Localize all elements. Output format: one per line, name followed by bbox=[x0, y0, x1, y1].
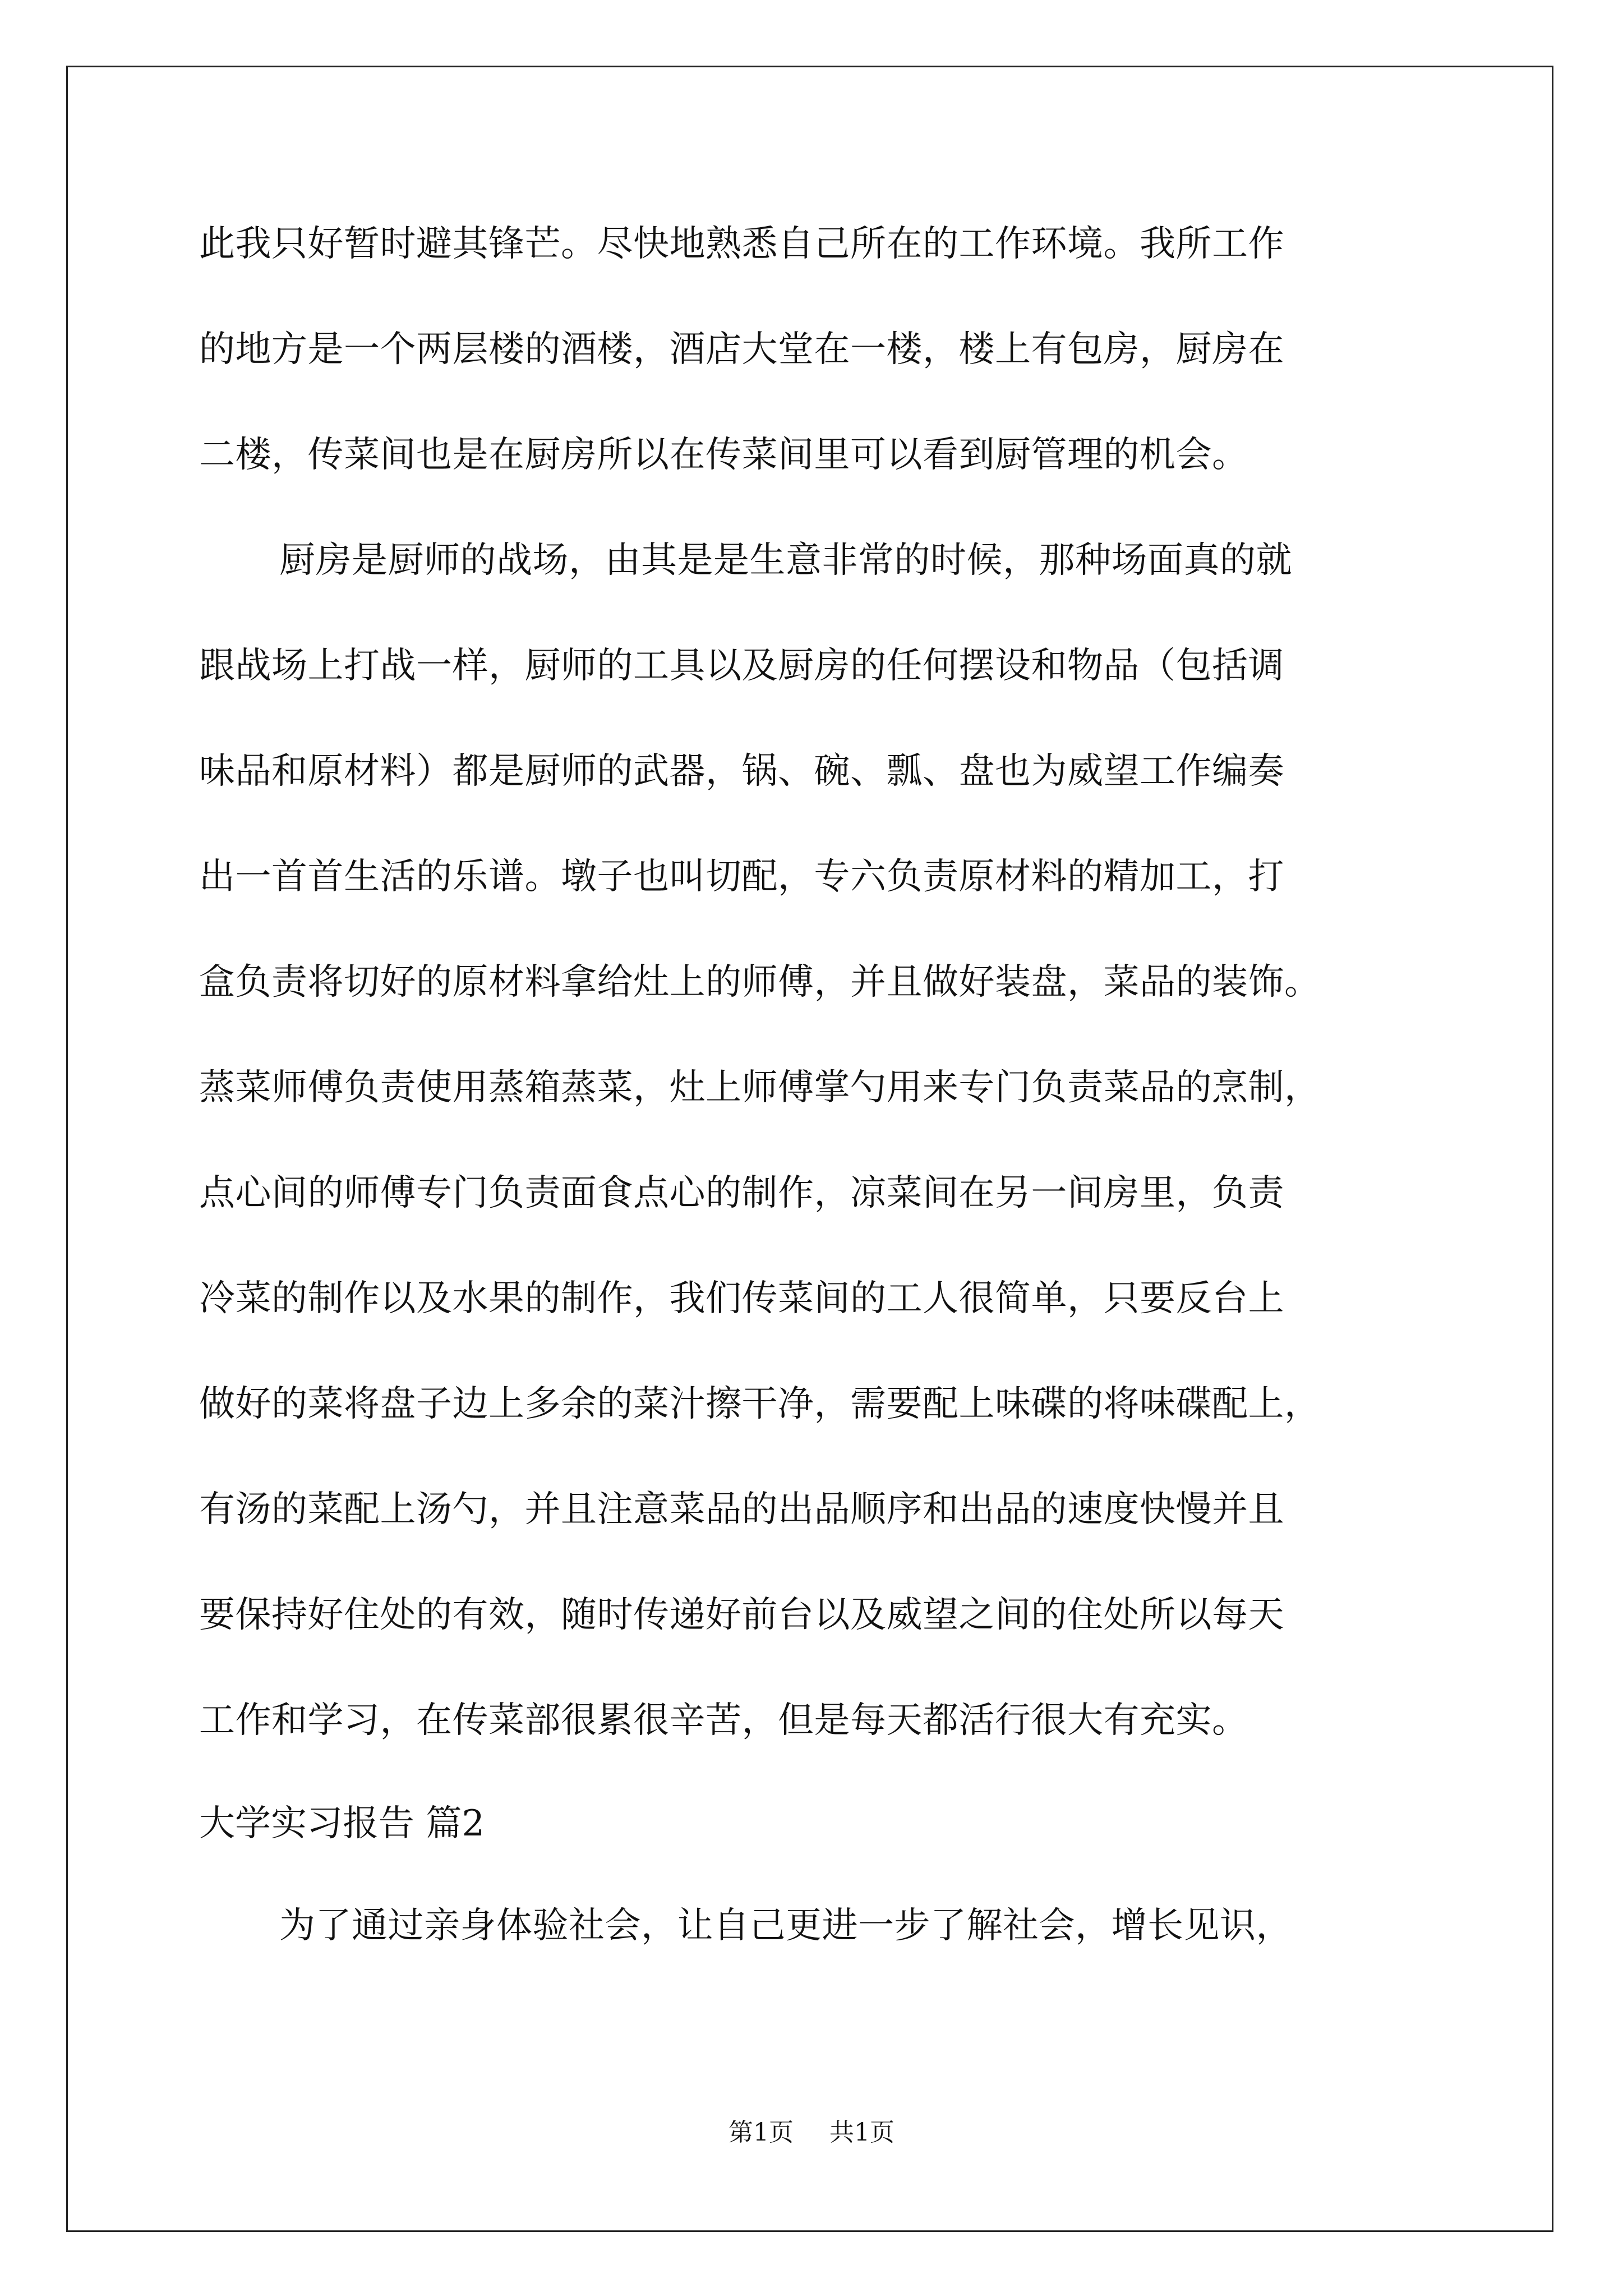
paragraph-line: 为了通过亲身体验社会，让自己更进一步了解社会，增长见识， bbox=[279, 1905, 1292, 1947]
paragraph-line: 此我只好暂时避其锋芒。尽快地熟悉自己所在的工作环境。我所工作 bbox=[199, 223, 1284, 265]
paragraph-line: 的地方是一个两层楼的酒楼，酒店大堂在一楼，楼上有包房，厨房在 bbox=[199, 329, 1284, 370]
page-number: 第1页 bbox=[728, 2118, 794, 2147]
paragraph-line: 点心间的师傅专门负责面食点心的制作，凉菜间在另一间房里，负责 bbox=[199, 1172, 1284, 1214]
paragraph-line: 二楼，传菜间也是在厨房所以在传菜间里可以看到厨管理的机会。 bbox=[199, 434, 1248, 476]
page-total: 共1页 bbox=[829, 2118, 895, 2147]
paragraph-line: 盒负责将切好的原材料拿给灶上的师傅，并且做好装盘，菜品的装饰。 bbox=[199, 961, 1321, 1003]
paragraph-line: 厨房是厨师的战场，由其是是生意非常的时候，那种场面真的就 bbox=[279, 540, 1292, 581]
paragraph-line: 有汤的菜配上汤勺，并且注意菜品的出品顺序和出品的速度快慢并且 bbox=[199, 1489, 1284, 1530]
paragraph-line: 味品和原材料）都是厨师的武器，锅、碗、瓢、盘也为威望工作编奏 bbox=[199, 751, 1284, 792]
paragraph-line: 跟战场上打战一样，厨师的工具以及厨房的任何摆设和物品（包括调 bbox=[199, 645, 1284, 687]
paragraph-line: 蒸菜师傅负责使用蒸箱蒸菜，灶上师傅掌勺用来专门负责菜品的烹制， bbox=[199, 1067, 1321, 1108]
paragraph-line: 冷菜的制作以及水果的制作，我们传菜间的工人很简单，只要反台上 bbox=[199, 1278, 1284, 1319]
paragraph-line: 出一首首生活的乐谱。墩子也叫切配，专六负责原材料的精加工，打 bbox=[199, 856, 1284, 898]
section-heading: 大学实习报告 篇2 bbox=[199, 1803, 485, 1844]
page-footer bbox=[0, 2117, 1623, 2148]
paragraph-line: 做好的菜将盘子边上多余的菜汁擦干净，需要配上味碟的将味碟配上， bbox=[199, 1383, 1321, 1425]
paragraph-line: 工作和学习，在传菜部很累很辛苦，但是每天都活行很大有充实。 bbox=[199, 1700, 1248, 1741]
paragraph-line: 要保持好住处的有效，随时传递好前台以及威望之间的住处所以每天 bbox=[199, 1594, 1284, 1636]
